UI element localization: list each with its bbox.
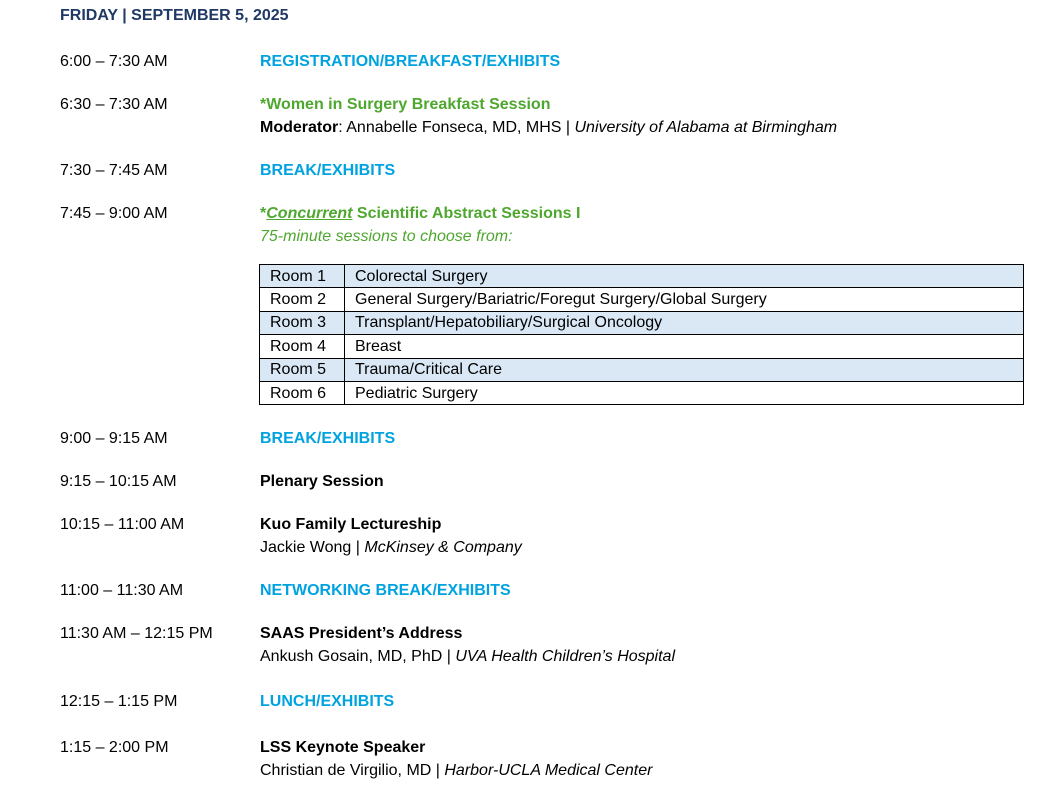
session-speaker [260, 762, 652, 780]
room-cell: Room 3 [260, 311, 345, 334]
room-cell: Room 1 [260, 265, 345, 288]
rooms-table [259, 264, 1024, 405]
title-emphasis: Concurrent [266, 205, 353, 222]
session-title: REGISTRATION/BREAKFAST/EXHIBITS [260, 53, 561, 70]
table-row [260, 358, 1024, 381]
time-slot: 6:00 – 7:30 AM [60, 53, 168, 70]
room-cell: Room 5 [260, 358, 345, 381]
topic-cell: Trauma/Critical Care [345, 358, 1024, 381]
session-title: BREAK/EXHIBITS [260, 162, 396, 179]
speaker-affiliation: University of Alabama at Birmingham [574, 119, 838, 136]
session-speaker [260, 648, 675, 666]
room-cell: Room 6 [260, 381, 345, 404]
time-slot: 7:30 – 7:45 AM [60, 162, 168, 179]
table-row [260, 288, 1024, 311]
topic-cell: Colorectal Surgery [345, 265, 1024, 288]
session-title: Kuo Family Lectureship [260, 516, 442, 533]
room-cell: Room 2 [260, 288, 345, 311]
title-prefix: * [260, 205, 267, 222]
topic-cell: Pediatric Surgery [345, 381, 1024, 404]
table-row [260, 265, 1024, 288]
session-title: Plenary Session [260, 473, 384, 490]
session-title: *Women in Surgery Breakfast Session [260, 96, 551, 113]
speaker-name: : Annabelle Fonseca, MD, MHS | [338, 119, 575, 136]
time-slot: 11:00 – 11:30 AM [60, 582, 184, 599]
session-moderator [260, 119, 837, 137]
speaker-name: Christian de Virgilio, MD | [260, 762, 445, 779]
day-header: FRIDAY | SEPTEMBER 5, 2025 [60, 7, 289, 24]
time-slot: 10:15 – 11:00 AM [60, 516, 185, 533]
time-slot: 12:15 – 1:15 PM [60, 693, 178, 710]
session-title: LUNCH/EXHIBITS [260, 693, 395, 710]
topic-cell: General Surgery/Bariatric/Foregut Surgery/Global Surgery [345, 288, 1024, 311]
room-cell: Room 4 [260, 335, 345, 358]
session-subtitle: 75-minute sessions to choose from: [260, 228, 513, 245]
session-title: LSS Keynote Speaker [260, 739, 426, 756]
speaker-affiliation: Harbor-UCLA Medical Center [444, 762, 653, 779]
session-title: NETWORKING BREAK/EXHIBITS [260, 582, 511, 599]
time-slot: 9:00 – 9:15 AM [60, 430, 168, 447]
session-title: BREAK/EXHIBITS [260, 430, 396, 447]
topic-cell: Breast [345, 335, 1024, 358]
table-row [260, 335, 1024, 358]
moderator-label: Moderator [260, 119, 339, 136]
speaker-affiliation: UVA Health Children’s Hospital [455, 648, 676, 665]
speaker-name: Jackie Wong | [260, 539, 365, 556]
session-title: SAAS President’s Address [260, 625, 463, 642]
session-title [260, 205, 580, 223]
table-row [260, 381, 1024, 404]
time-slot: 1:15 – 2:00 PM [60, 739, 169, 756]
time-slot: 6:30 – 7:30 AM [60, 96, 168, 113]
speaker-affiliation: McKinsey & Company [364, 539, 522, 556]
session-speaker [260, 539, 522, 557]
time-slot: 7:45 – 9:00 AM [60, 205, 168, 222]
topic-cell: Transplant/Hepatobiliary/Surgical Oncology [345, 311, 1024, 334]
time-slot: 11:30 AM – 12:15 PM [60, 625, 213, 642]
title-rest: Scientific Abstract Sessions I [352, 205, 581, 222]
speaker-name: Ankush Gosain, MD, PhD | [260, 648, 456, 665]
table-row [260, 311, 1024, 334]
time-slot: 9:15 – 10:15 AM [60, 473, 177, 490]
